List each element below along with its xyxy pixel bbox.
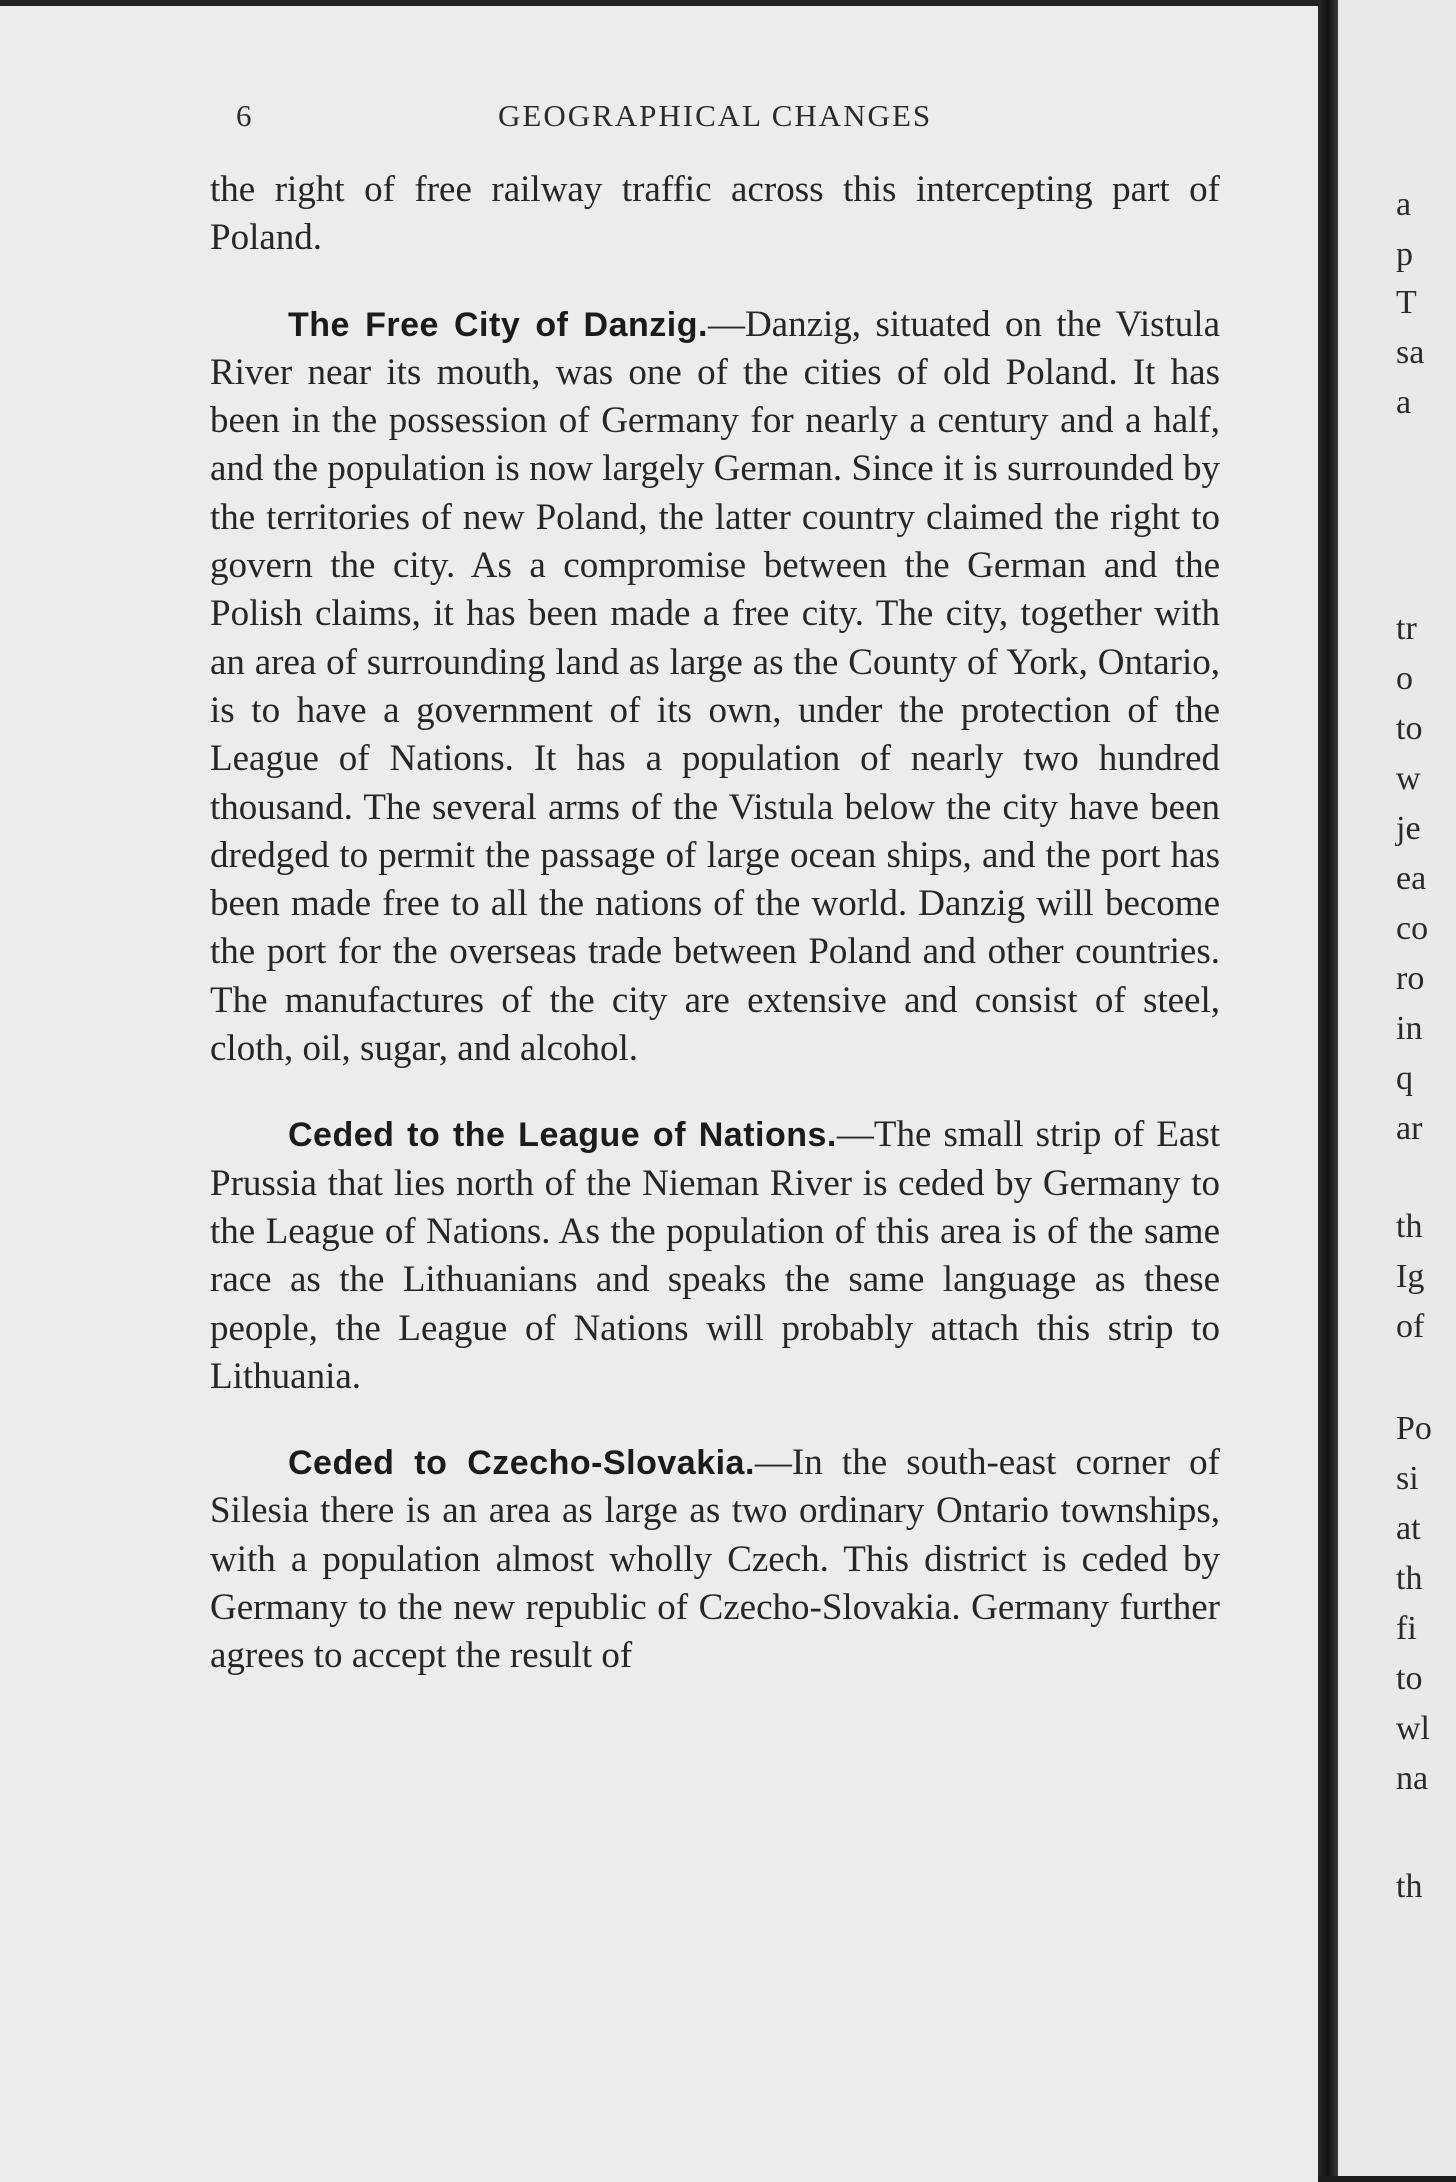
facing-fragment: sa <box>1396 334 1425 371</box>
section-paragraph-league <box>210 1111 1220 1401</box>
section-text-league: —The small strip of East Prussia that lies north of the Nieman River is ceded by Germany to the League of Nations. As the population of this area is of the same race as the Lithuanians and speaks the same language as these people, the League of Nations will probably attach this strip to Lithuania. <box>210 1114 1220 1397</box>
facing-fragment: in <box>1396 1010 1423 1047</box>
facing-fragment: a <box>1396 186 1412 223</box>
facing-fragment: q <box>1396 1060 1413 1097</box>
facing-fragment: th <box>1396 1868 1423 1905</box>
facing-fragment: p <box>1396 236 1413 273</box>
continuation-paragraph: the right of free railway traffic across this intercepting part of Poland. <box>210 169 1220 259</box>
facing-fragment: Ig <box>1396 1258 1425 1295</box>
page-header <box>0 98 1318 138</box>
section-paragraph-danzig <box>210 301 1220 1074</box>
facing-fragment: to <box>1396 710 1423 747</box>
facing-fragment: wl <box>1396 1710 1430 1747</box>
facing-fragment: Po <box>1396 1410 1432 1447</box>
facing-fragment: ar <box>1396 1110 1423 1147</box>
section-text-czecho: —In the south-east corner of Silesia there is an area as large as two ordinary Ontario townships, with a population almost wholly Czech. This district is ceded by Germany to the new republic of Czecho-Slovakia. Germany further agrees to accept the result of <box>210 1442 1221 1677</box>
book-gutter <box>1318 0 1338 2176</box>
running-title: GEOGRAPHICAL CHANGES <box>498 98 933 133</box>
facing-fragment: o <box>1396 660 1413 697</box>
facing-fragment: of <box>1396 1308 1425 1345</box>
page-body <box>210 166 1220 1681</box>
facing-fragment: je <box>1396 810 1421 847</box>
facing-fragment: fi <box>1396 1610 1417 1647</box>
facing-fragment: na <box>1396 1760 1429 1797</box>
facing-fragment: th <box>1396 1560 1423 1597</box>
facing-fragment: ro <box>1396 960 1425 997</box>
facing-fragment: th <box>1396 1208 1423 1245</box>
section-text-danzig: —Danzig, situated on the Vistula River near its mouth, was one of the cities of old Poland. It has been in the possession of Germany for nearly a century and a half, and the population is now largely German. Since it is surrounded by the territories of new Poland, the latter country claimed the right to govern the city. As a compromise between the German and the Polish claims, it has been made a free city. The city, together with an area of surrounding land as large as the County of York, Ontario, is to have a government of its own, under the protection of the League of Nations. It has a population of nearly two hundred thousand. The several arms of the Vistula below the city have been dredged to permit the passage of large ocean ships, and the port has been made free to all the nations of the world. Danzig will become the port for the overseas trade between Poland and other countries. The manufactures of the city are extensive and consist of steel, cloth, oil, sugar, and alcohol. <box>210 303 1221 1070</box>
section-paragraph-czecho <box>210 1439 1220 1680</box>
facing-fragment: ea <box>1396 860 1427 897</box>
facing-fragment: at <box>1396 1510 1421 1547</box>
section-heading-danzig: The Free City of Danzig. <box>288 305 708 344</box>
left-page <box>0 6 1318 2182</box>
facing-fragment: to <box>1396 1660 1423 1697</box>
facing-fragment: T <box>1396 284 1417 321</box>
section-heading-league: Ceded to the League of Nations. <box>288 1116 837 1155</box>
facing-fragment: si <box>1396 1460 1419 1497</box>
facing-fragment: a <box>1396 384 1412 421</box>
facing-page-edge <box>1338 0 1456 2176</box>
facing-fragment: co <box>1396 910 1429 947</box>
section-heading-czecho: Ceded to Czecho-Slovakia. <box>288 1444 755 1483</box>
page-number: 6 <box>236 98 254 133</box>
facing-fragment: tr <box>1396 610 1417 647</box>
facing-fragment: w <box>1396 760 1421 797</box>
